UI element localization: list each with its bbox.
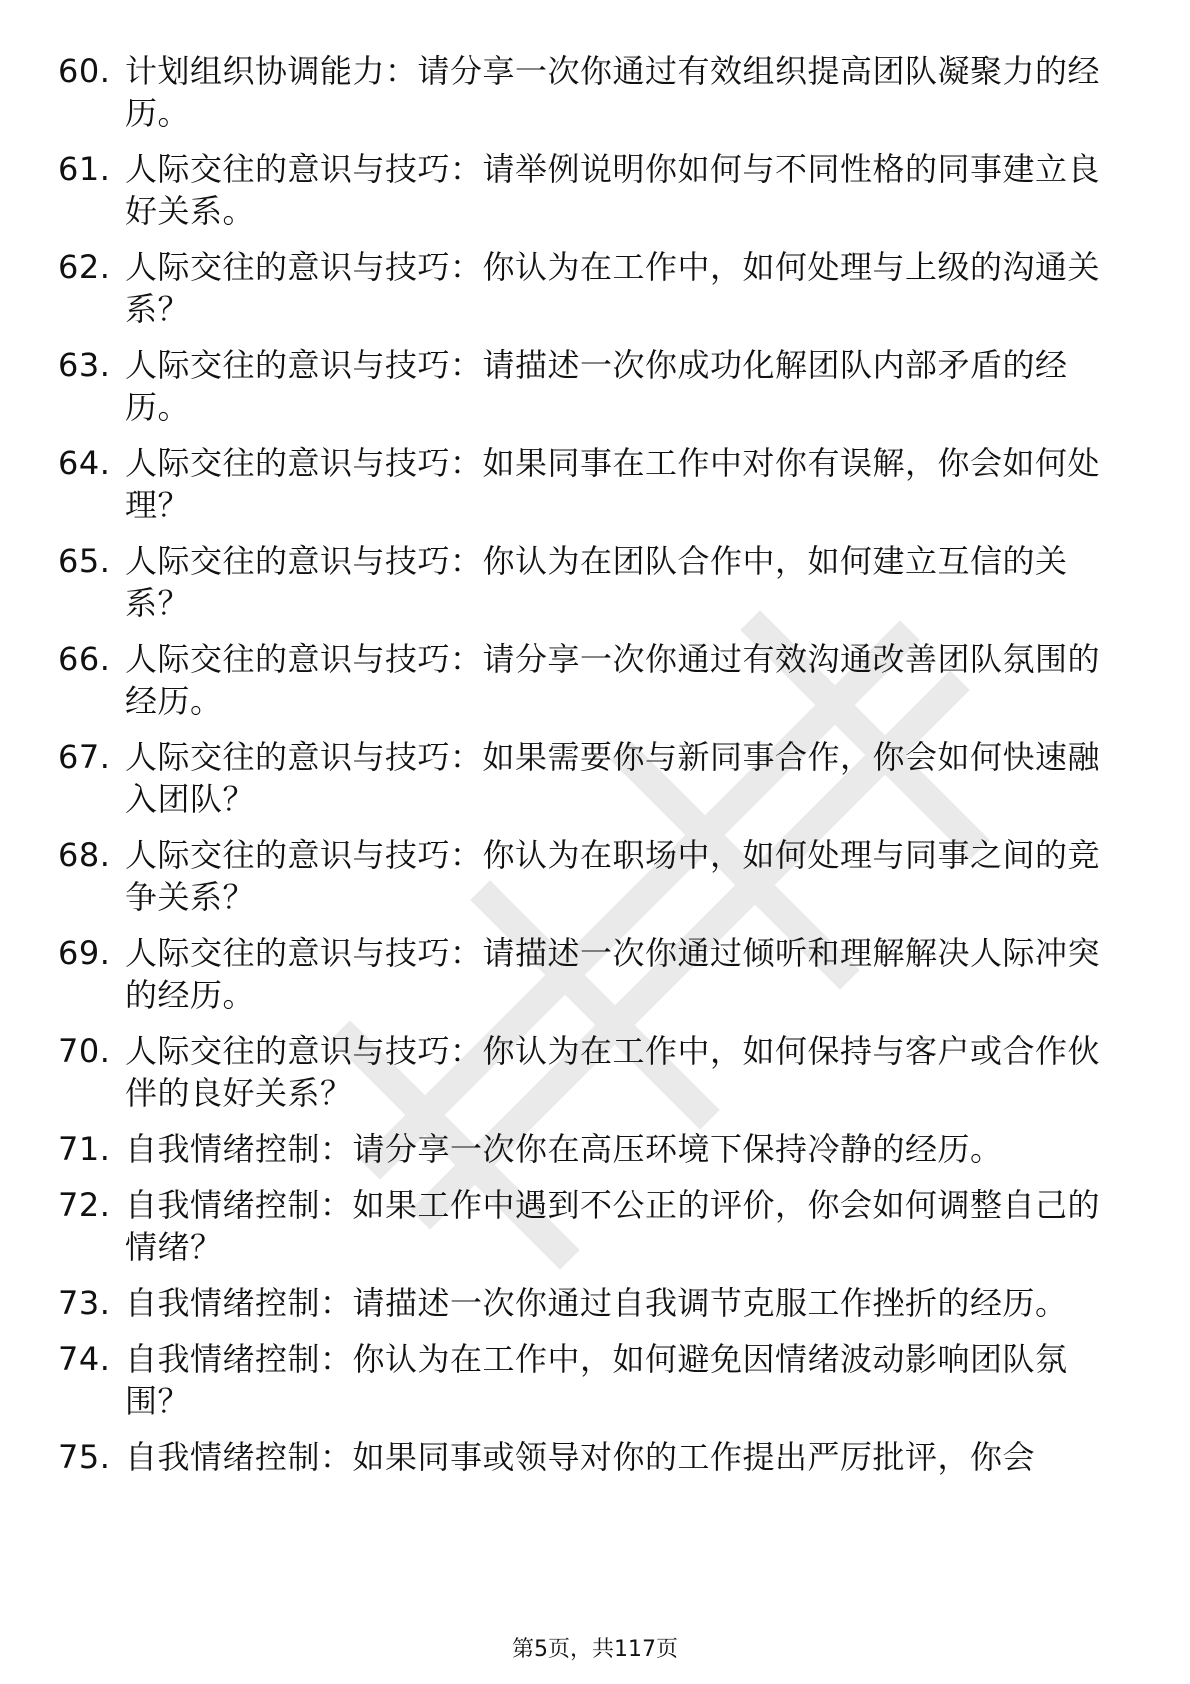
question-text: 计划组织协调能力：请分享一次你通过有效组织提高团队凝聚力的经历。 bbox=[125, 52, 1101, 132]
question-text: 人际交往的意识与技巧：如果需要你与新同事合作，你会如何快速融入团队？ bbox=[125, 738, 1101, 818]
question-text: 人际交往的意识与技巧：请描述一次你通过倾听和理解解决人际冲突的经历。 bbox=[125, 934, 1101, 1014]
question-number: 68. bbox=[58, 836, 111, 874]
list-item bbox=[58, 638, 1118, 722]
question-number: 75. bbox=[58, 1438, 111, 1476]
question-text: 人际交往的意识与技巧：请分享一次你通过有效沟通改善团队氛围的经历。 bbox=[125, 640, 1101, 720]
question-number: 64. bbox=[58, 444, 111, 482]
list-item bbox=[58, 932, 1118, 1016]
question-number: 70. bbox=[58, 1032, 111, 1070]
list-item bbox=[58, 834, 1118, 918]
question-text: 自我情绪控制：如果同事或领导对你的工作提出严厉批评，你会 bbox=[125, 1438, 1036, 1476]
question-number: 62. bbox=[58, 248, 111, 286]
list-item bbox=[58, 1282, 1118, 1324]
question-text: 人际交往的意识与技巧：你认为在团队合作中，如何建立互信的关系？ bbox=[125, 542, 1068, 622]
question-number: 63. bbox=[58, 346, 111, 384]
question-number: 72. bbox=[58, 1186, 111, 1224]
list-item bbox=[58, 1184, 1118, 1268]
question-text: 人际交往的意识与技巧：你认为在工作中，如何处理与上级的沟通关系？ bbox=[125, 248, 1101, 328]
question-number: 65. bbox=[58, 542, 111, 580]
question-text: 自我情绪控制：你认为在工作中，如何避免因情绪波动影响团队氛围？ bbox=[125, 1340, 1068, 1420]
question-list bbox=[58, 50, 1118, 1492]
list-item bbox=[58, 148, 1118, 232]
list-item bbox=[58, 344, 1118, 428]
list-item bbox=[58, 1128, 1118, 1170]
list-item bbox=[58, 1338, 1118, 1422]
question-text: 自我情绪控制：请描述一次你通过自我调节克服工作挫折的经历。 bbox=[125, 1284, 1068, 1322]
question-number: 74. bbox=[58, 1340, 111, 1378]
list-item bbox=[58, 736, 1118, 820]
question-text: 自我情绪控制：如果工作中遇到不公正的评价，你会如何调整自己的情绪？ bbox=[125, 1186, 1101, 1266]
page-number-label: 第5页，共117页 bbox=[512, 1637, 678, 1662]
question-text: 人际交往的意识与技巧：如果同事在工作中对你有误解，你会如何处理？ bbox=[125, 444, 1101, 524]
question-text: 人际交往的意识与技巧：请描述一次你成功化解团队内部矛盾的经历。 bbox=[125, 346, 1068, 426]
list-item bbox=[58, 50, 1118, 134]
question-number: 60. bbox=[58, 52, 111, 90]
list-item bbox=[58, 540, 1118, 624]
question-number: 61. bbox=[58, 150, 111, 188]
question-text: 人际交往的意识与技巧：请举例说明你如何与不同性格的同事建立良好关系。 bbox=[125, 150, 1101, 230]
question-text: 人际交往的意识与技巧：你认为在职场中，如何处理与同事之间的竞争关系？ bbox=[125, 836, 1101, 916]
question-number: 71. bbox=[58, 1130, 111, 1168]
list-item bbox=[58, 246, 1118, 330]
question-text: 人际交往的意识与技巧：你认为在工作中，如何保持与客户或合作伙伴的良好关系？ bbox=[125, 1032, 1101, 1112]
page-footer bbox=[0, 1636, 1190, 1664]
question-number: 69. bbox=[58, 934, 111, 972]
list-item bbox=[58, 442, 1118, 526]
list-item bbox=[58, 1436, 1118, 1478]
list-item bbox=[58, 1030, 1118, 1114]
question-text: 自我情绪控制：请分享一次你在高压环境下保持冷静的经历。 bbox=[125, 1130, 1003, 1168]
question-number: 73. bbox=[58, 1284, 111, 1322]
question-number: 66. bbox=[58, 640, 111, 678]
question-number: 67. bbox=[58, 738, 111, 776]
